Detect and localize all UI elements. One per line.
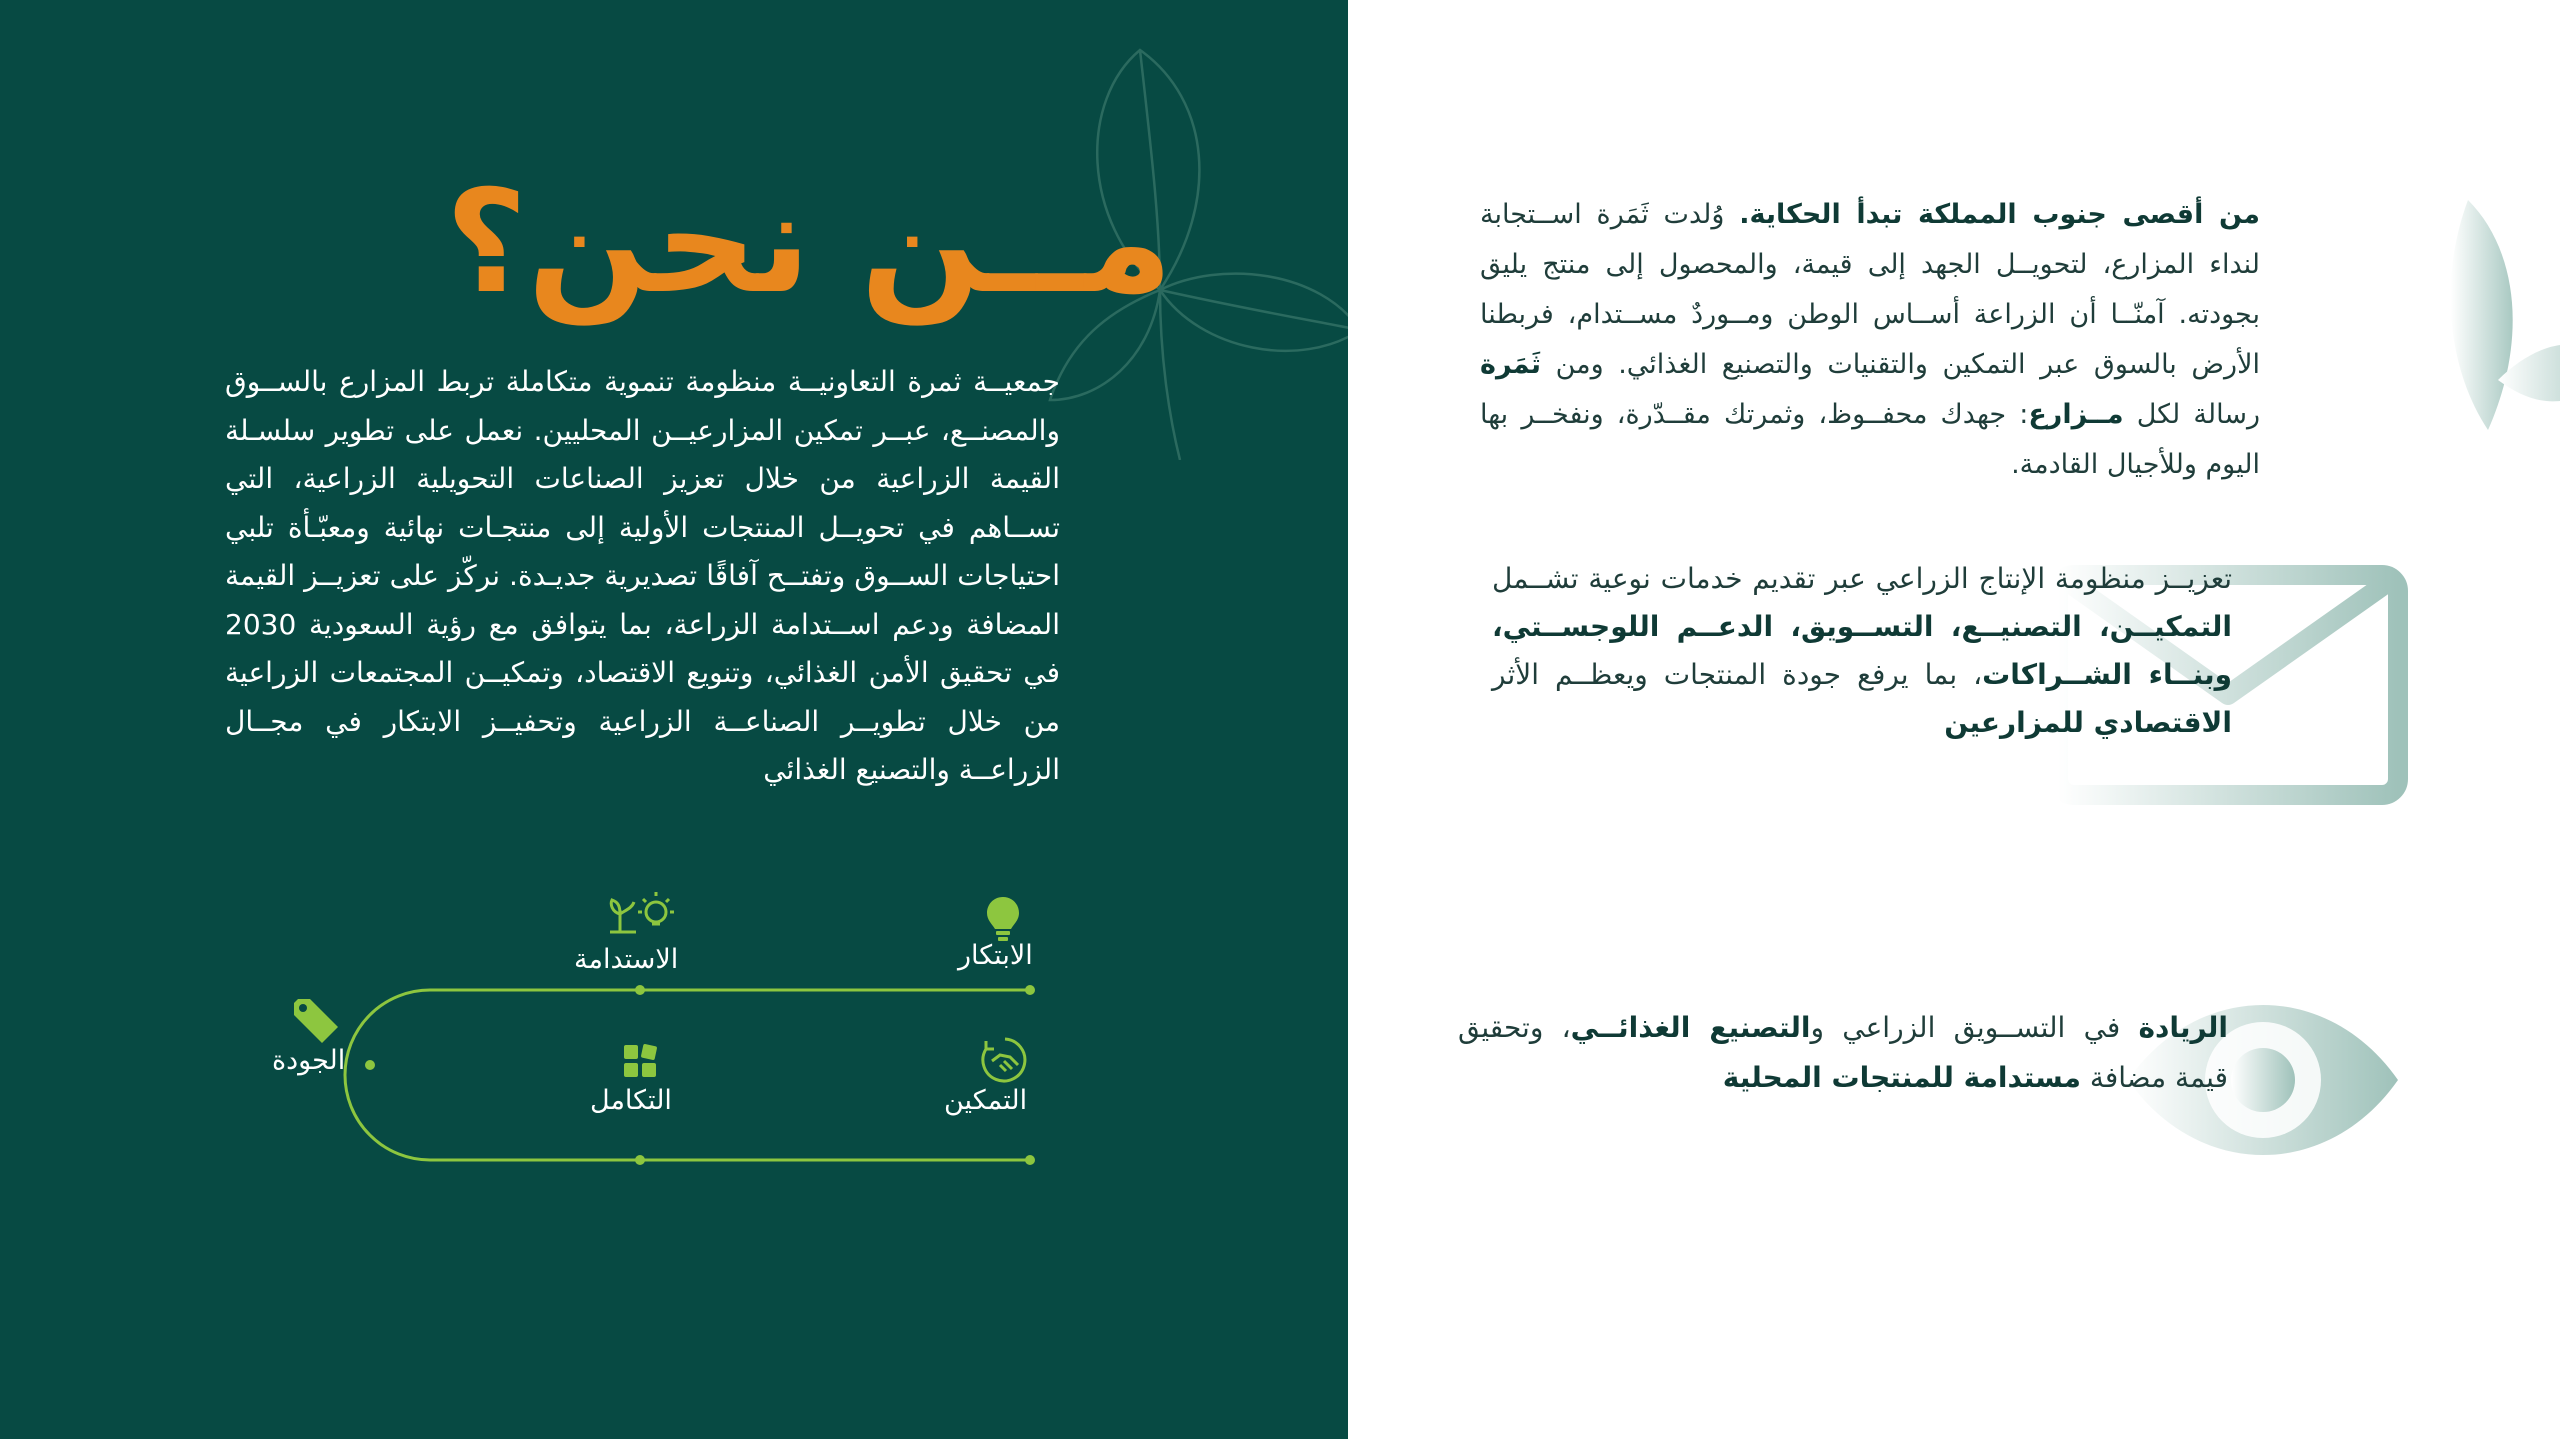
about-paragraph: جمعيــة ثمرة التعاونيــة منظومة تنموية متكاملة تربط المزارع بالســوق والمصنــع، عبــر تمكين المزارعيــن المحليين. نعمل على تطوير سلسـلة القيمة الزراعية من خلال تعزيز الصناعات التحويلية الزراعية، التي تســاهم في تحويــل المنتجات الأولية إلى منتجـات نهائية ومعبّـأة تلبي احتياجات الســوق وتفتــح آفاقًا تصديرية جديـدة. نركّز على تعزيــز القيمة المضافة ودعم اســتدامة الزراعة، بما يتوافق مع رؤية السعودية 2030 في تحقيق الأمن الغذائي، وتنويع الاقتصاد، وتمكيــن المجتمعات الزراعية من خلال تطويــر الصناعــة الزراعية وتحفيــز الابتكار في مجــال الزراعــة والتصنيع الغذائي (225, 365, 1060, 786)
value-empowerment: التمكين (944, 1085, 1028, 1116)
mission-services: التمكيــن، التصنيــع، التســويق، الدعــم اللوجســتي، وبنــاء الشــراكات (1492, 610, 2232, 691)
value-quality: الجودة (272, 1045, 346, 1076)
story-lead: من أقصى جنوب المملكة تبدأ الحكاية. (1739, 199, 2260, 230)
vision-leadership: الريادة (2138, 1011, 2228, 1044)
page-title: مــن نحن؟ (444, 160, 1173, 325)
plant-bulb-icon (606, 892, 678, 940)
value-integration: التكامل (590, 1085, 672, 1116)
tag-icon (290, 995, 342, 1047)
mission-paragraph: تعزيــز منظومة الإنتاج الزراعي عبر تقديم خدمات نوعية تشــمل التمكيــن، التصنيــع، التســويق، الدعــم اللوجســتي، وبنــاء الشــراكات، بما يرفع جودة المنتجات ويعظــم الأثر الاقتصادي للمزارعين (1492, 562, 2232, 739)
handshake-icon (980, 1035, 1030, 1085)
values-timeline (0, 880, 1348, 1180)
info-panel (1348, 0, 2560, 1439)
vision-paragraph: الريادة في التســويق الزراعي والتصنيع الغذائــي، وتحقيق قيمة مضافة مستدامة للمنتجات المحلية (1458, 1011, 2228, 1094)
blocks-icon (622, 1043, 658, 1079)
leaf-icon (2228, 190, 2560, 480)
brand-name: ثَمَرة (1480, 349, 1541, 380)
story-paragraph: من أقصى جنوب المملكة تبدأ الحكاية. وُلدت ثَمَرة اســتجابة لنداء المزارع، لتحويــل الجهد إلى قيمة، والمحصول إلى منتج يليق بجودته. آمنّــا أن الزراعة أســاس الوطن ومــوردٌ مســتدام، فربطنا الأرض بالسوق عبر التمكين والتقنيات والتصنيع الغذائي. ومن ثَمَرة رسالة لكل مــزارع: جهدك محفــوظ، وثمرتك مقــدّرة، ونفخــر بها اليوم وللأجيال القادمة. (1480, 199, 2261, 480)
lightbulb-icon (985, 895, 1021, 943)
value-innovation: الابتكار (958, 940, 1033, 971)
value-sustainability: الاستدامة (574, 944, 679, 975)
